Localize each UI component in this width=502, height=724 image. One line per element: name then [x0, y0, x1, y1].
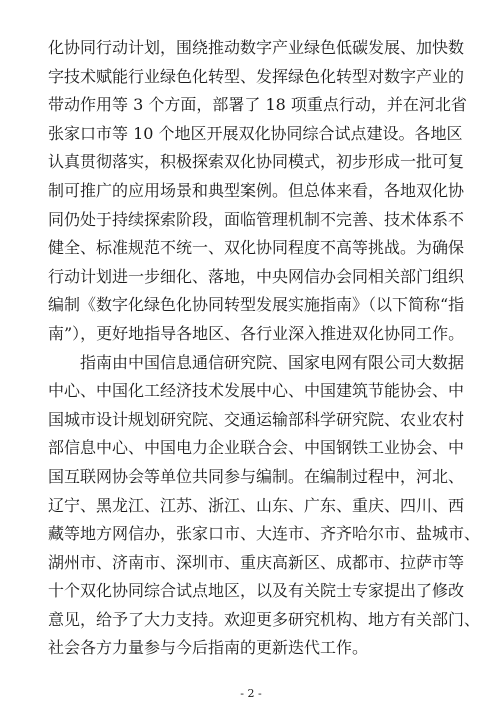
- text-line: 制可推广的应用场景和典型案例。但总体来看，各地双化协: [48, 180, 465, 200]
- document-body: [48, 34, 481, 663]
- text-line: 指南由中国信息通信研究院、国家电网有限公司大数据: [80, 352, 465, 372]
- text-line: 藏等地方网信办，张家口市、大连市、齐齐哈尔市、盐城市、: [48, 524, 481, 544]
- text-line: 湖州市、济南市、深圳市、重庆高新区、成都市、拉萨市等: [48, 552, 465, 572]
- paragraph-1: [48, 34, 467, 349]
- paragraph-2: [48, 349, 481, 664]
- text-line: 同仍处于持续探索阶段，面临管理机制不完善、技术体系不: [48, 209, 465, 229]
- text-line: 国城市设计规划研究院、交通运输部科学研究院、农业农村: [48, 409, 465, 429]
- text-line: 中心、中国化工经济技术发展中心、中国建筑节能协会、中: [48, 381, 465, 401]
- text-line: 辽宁、黑龙江、江苏、浙江、山东、广东、重庆、四川、西: [48, 495, 465, 515]
- page-number: - 2 -: [240, 687, 262, 700]
- text-line: 带动作用等 3 个方面，部署了 18 项重点行动，并在河北省: [48, 95, 467, 115]
- text-line: 健全、标准规范不统一、双化协同程度不高等挑战。为确保: [48, 238, 465, 258]
- text-line: 意见，给予了大力支持。欢迎更多研究机构、地方有关部门、: [48, 609, 481, 629]
- text-line: 字技术赋能行业绿色化转型、发挥绿色化转型对数字产业的: [48, 66, 465, 86]
- text-line: 部信息中心、中国电力企业联合会、中国钢铁工业协会、中: [48, 438, 465, 458]
- text-line: 南”），更好地指导各地区、各行业深入推进双化协同工作。: [48, 323, 465, 343]
- text-line: 社会各方力量参与今后指南的更新迭代工作。: [48, 638, 369, 658]
- text-line: 张家口市等 10 个地区开展双化协同综合试点建设。各地区: [48, 123, 463, 143]
- text-line: 国互联网协会等单位共同参与编制。在编制过程中，河北、: [48, 466, 465, 486]
- text-line: 行动计划进一步细化、落地，中央网信办会同相关部门组织: [48, 266, 465, 286]
- text-line: 十个双化协同综合试点地区，以及有关院士专家提出了修改: [48, 581, 465, 601]
- text-line: 化协同行动计划，围绕推动数字产业绿色低碳发展、加快数: [48, 38, 465, 57]
- text-line: 认真贯彻落实，积极探索双化协同模式，初步形成一批可复: [48, 152, 465, 172]
- text-line: 编制《数字化绿色化协同转型发展实施指南》（以下简称“指: [48, 295, 465, 315]
